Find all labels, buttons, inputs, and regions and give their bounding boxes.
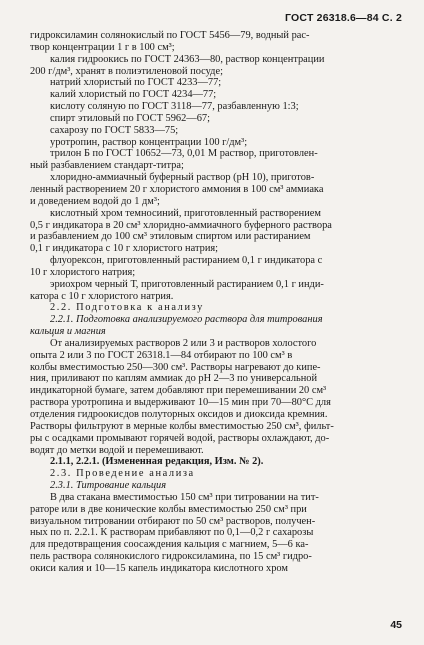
text-line: и доведением водой до 1 дм³; [30,195,160,207]
text-line: раствора уротропина и выдерживают 10—15 мин при 70—80°С для [30,397,331,409]
text-line: эриохром черный Т, приготовленный растиранием 0,1 г инди- [50,278,324,290]
text-line: флуорексон, приготовленный растиранием 0,1 г индикатора с [50,255,323,267]
text-line: трилон Б по ГОСТ 10652—73, 0,01 М раствор, приготовлен- [50,148,318,160]
text-line: хлоридно-аммиачный буферный раствор (рН 10), приготов- [50,172,315,184]
section-heading: 2.2. Подготовка к анализу [50,302,204,314]
subsection-heading: 2.2.1. Подготовка анализируемого раствора для титрования [50,314,323,326]
document-body [30,30,400,575]
text-line: ленный растворением 20 г хлористого аммония в 100 см³ аммиака [30,183,324,195]
text-line: отделения гидроокисдов полуторных оксидов и диоксида кремния. [30,409,328,420]
text-line: колбы вместимостью 250—300 см³. Растворы нагревают до кипе- [30,361,321,373]
text-line: кислотный хром темносиний, приготовленный растворением [50,207,321,219]
text-line: твор концентрации 1 г в 100 см³; [30,41,175,53]
text-line: визуальном титровании отбирают по 50 см³ растворов, получен- [30,515,316,527]
text-line: ния, приливают по каплям аммиак до рН 2—3 по универсальной [30,373,318,385]
text-line: От анализируемых растворов 2 или 3 и растворов холостого [50,337,317,349]
text-line: сахарозу по ГОСТ 5833—75; [50,124,179,136]
text-line: уротропин, раствор концентрации 100 г/дм³; [50,136,248,148]
text-line: 10 г хлористого натрия; [30,266,136,278]
text-line: опыта 2 или 3 по ГОСТ 26318.1—84 отбирают по 100 см³ в [30,349,293,361]
text-line: калий хлористый по ГОСТ 4234—77; [50,89,217,101]
text-line: пель раствора солянокислого гидроксиламина, по 15 см³ гидро- [30,551,312,563]
text-line: спирт этиловый по ГОСТ 5962—67; [50,112,210,124]
text-line: Растворы фильтруют в мерные колбы вместимостью 250 см³, фильт- [30,420,334,432]
text-line: катора с 10 г хлористого натрия. [30,290,174,302]
text-line: водят до метки водой и перемешивают. [30,444,204,456]
page-number: 45 [390,619,402,631]
text-line: 0,1 г индикатора с 10 г хлористого натрия; [30,243,219,255]
text-line: гидроксиламин солянокислый по ГОСТ 5456—79, водный рас- [30,30,310,41]
text-line: и разбавлением до 100 см³ этиловым спиртом или растиранием [30,231,311,243]
text-line: ных по п. 2.2.1. К растворам прибавляют по 0,1—0,2 г сахарозы [30,527,314,539]
text-line: калия гидроокись по ГОСТ 24363—80, раствор концентрации [50,53,325,65]
section-heading: 2.3. Проведение анализа [50,468,195,480]
text-line: раторе или в две конические колбы вместимостью 250 см³ при [30,503,307,515]
text-line: кислоту соляную по ГОСТ 3118—77, разбавленную 1:3; [50,101,299,113]
text-line: окиси калия и 10—15 капель индикатора кислотного хром [30,562,289,574]
text-line: натрий хлористый по ГОСТ 4233—77; [50,77,222,89]
amendment-note: 2.1.1, 2.2.1. (Измененная редакция, Изм. № 2). [50,456,264,468]
text-line: для предотвращения соосаждения кальция с магнием, 5—6 ка- [30,539,309,551]
text-line: ный разбавлением стандарт-титра; [30,160,184,172]
text-line: В два стакана вместимостью 150 см³ при титровании на тит- [50,491,319,503]
text-line: индикаторной бумаге, затем добавляют при перемешивании 20 см³ [30,385,327,397]
text-line: 200 г/дм³, хранят в полиэтиленовой посуде; [30,65,223,77]
text-line: ры с осадками промывают горячей водой, растворы охлаждают, до- [30,432,330,444]
subsection-heading: 2.3.1. Титрование кальция [50,480,167,492]
running-header: ГОСТ 26318.6—84 С. 2 [285,12,402,24]
subsection-heading: кальция и магния [30,326,106,338]
text-line: 0,5 г индикатора в 20 см³ хлоридно-аммиачного буферного раствора [30,219,332,231]
